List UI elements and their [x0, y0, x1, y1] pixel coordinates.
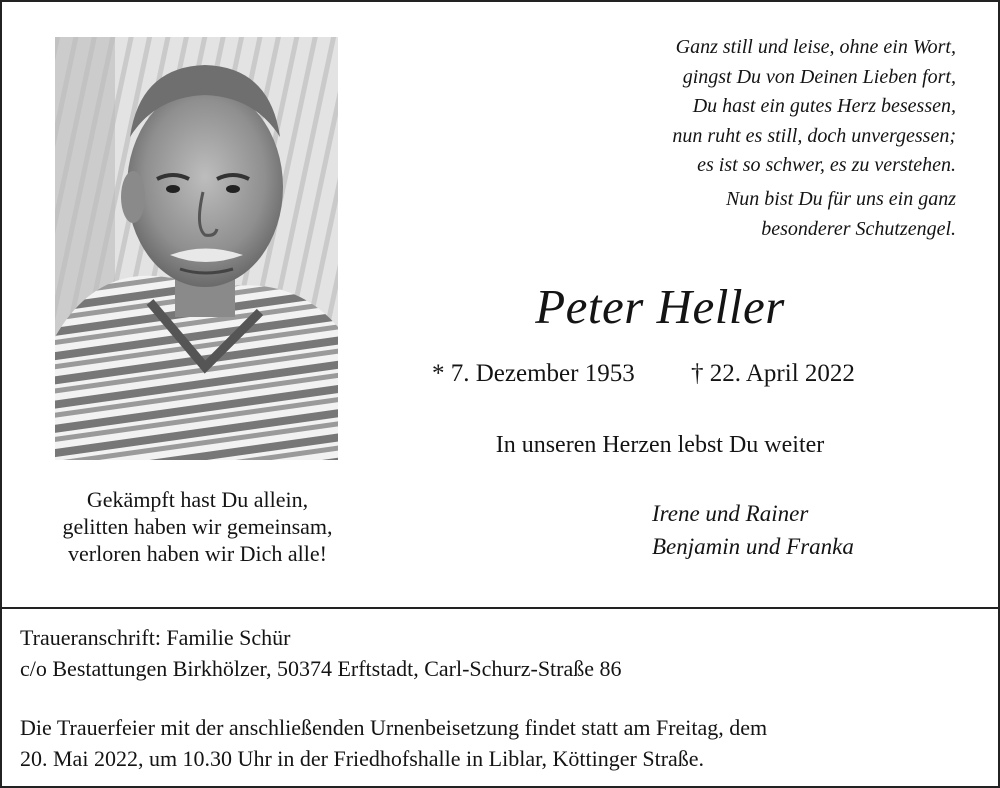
service-line: 20. Mai 2022, um 10.30 Uhr in der Friedhofshalle in Liblar, Köttinger Straße.: [20, 746, 705, 771]
section-divider: [0, 607, 1000, 609]
service-line: Die Trauerfeier mit der anschließenden Urnenbeisetzung findet statt am Freitag, dem: [20, 715, 768, 740]
poem-line: nun ruht es still, doch unvergessen;: [672, 124, 956, 147]
birth-date: * 7. Dezember 1953: [432, 360, 635, 387]
quote-line: gelitten haben wir gemeinsam,: [62, 514, 333, 539]
portrait-photo: [55, 37, 338, 460]
poem-line: gingst Du von Deinen Lieben fort,: [682, 65, 956, 88]
poem-line: besonderer Schutzengel.: [761, 217, 956, 240]
poem-line: Nun bist Du für uns ein ganz: [725, 188, 956, 210]
poem-line: Du hast ein gutes Herz besessen,: [692, 95, 956, 117]
frame-border-top: [0, 0, 1000, 2]
poem-line: Ganz still und leise, ohne ein Wort,: [675, 36, 956, 58]
mourning-address: [20, 622, 622, 684]
death-date: † 22. April 2022: [691, 360, 855, 387]
mourner-name: Benjamin und Franka: [652, 534, 854, 559]
memorial-motto: In unseren Herzen lebst Du weiter: [495, 432, 825, 458]
deceased-name: Peter Heller: [535, 279, 785, 334]
quote-line: Gekämpft hast Du allein,: [86, 487, 309, 512]
funeral-service-info: [20, 712, 980, 774]
quote-line: verloren haben wir Dich alle!: [68, 541, 327, 566]
address-line: c/o Bestattungen Birkhölzer, 50374 Erftstadt, Carl-Schurz-Straße 86: [20, 656, 622, 681]
poem-line: es ist so schwer, es zu verstehen.: [697, 154, 956, 176]
poem-closing: [536, 185, 956, 244]
poem-verse: [536, 33, 956, 181]
memorial-quote: [20, 486, 375, 567]
address-line: Traueranschrift: Familie Schür: [20, 625, 291, 650]
frame-border-left: [0, 0, 2, 788]
mourners-signature: [652, 497, 854, 563]
mourner-name: Irene und Rainer: [652, 501, 809, 526]
